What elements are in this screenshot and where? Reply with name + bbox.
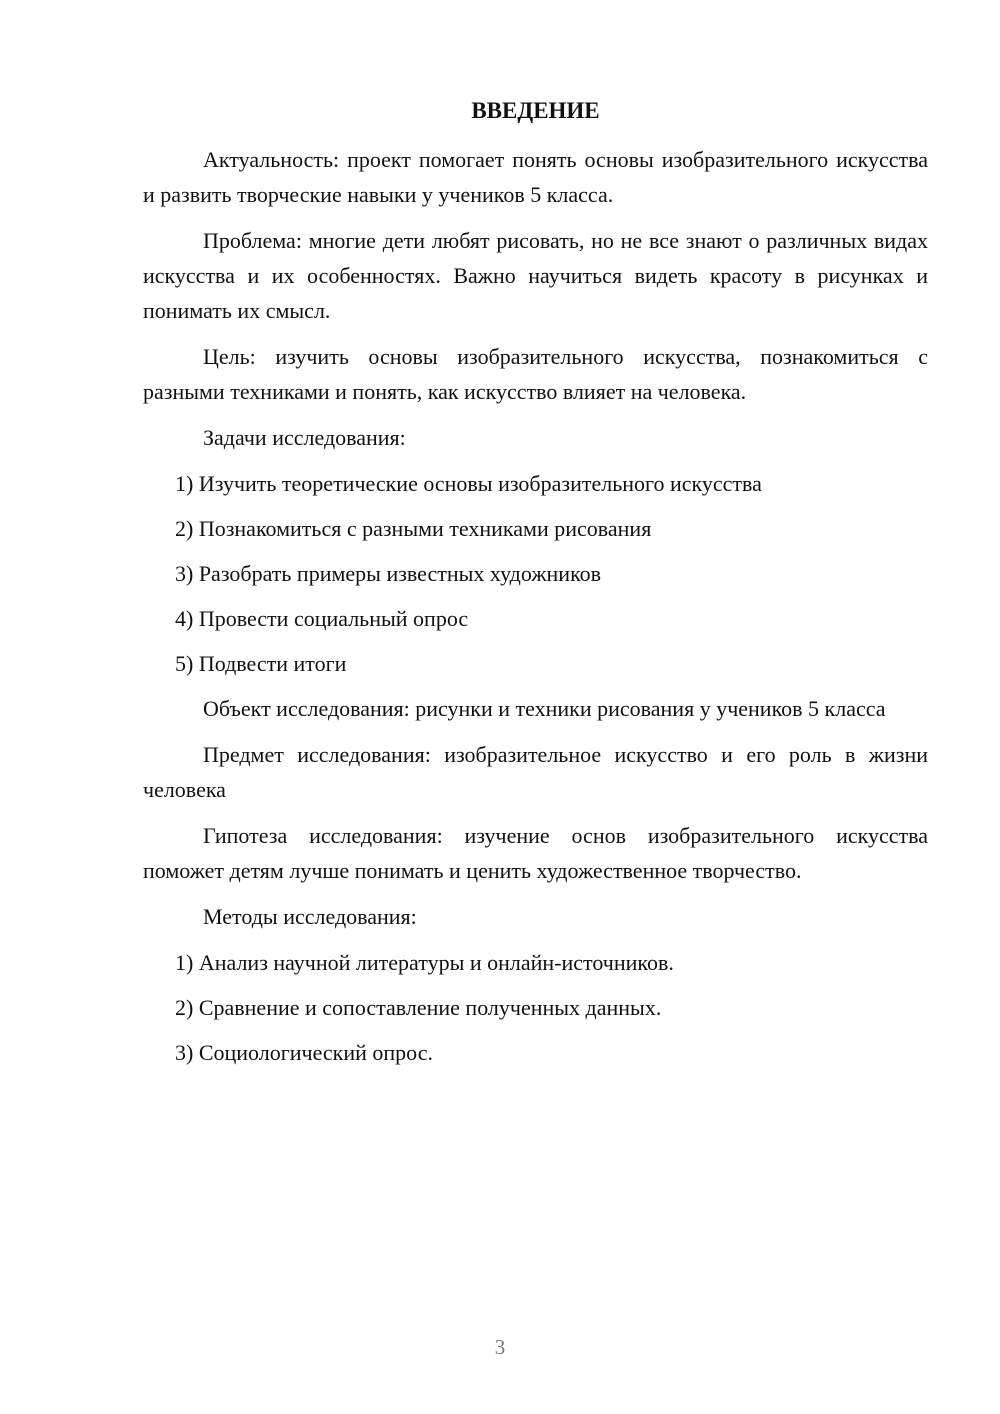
tasks-list bbox=[143, 466, 928, 681]
list-item: 3) Разобрать примеры известных художников bbox=[175, 561, 602, 586]
list-item: 2) Сравнение и сопоставление полученных данных. bbox=[175, 995, 662, 1020]
list-item: 5) Подвести итоги bbox=[175, 651, 347, 676]
methods-list bbox=[143, 945, 928, 1070]
list-item: 1) Изучить теоретические основы изобразительного искусства bbox=[175, 471, 762, 496]
page-title: ВВЕДЕНИЕ bbox=[471, 98, 600, 123]
hypothesis-paragraph: Гипотеза исследования: изучение основ изобразительного искусства поможет детям лучше понимать и ценить художественное творчество. bbox=[143, 823, 928, 883]
list-item: 4) Провести социальный опрос bbox=[175, 606, 469, 631]
list-item: 1) Анализ научной литературы и онлайн-источников. bbox=[175, 950, 674, 975]
goal-paragraph: Цель: изучить основы изобразительного искусства, познакомиться с разными техниками и понять, как искусство влияет на человека. bbox=[143, 344, 928, 404]
problem-paragraph: Проблема: многие дети любят рисовать, но не все знают о различных видах искусства и их особенностях. Важно научиться видеть красоту в рисунках и понимать их смысл. bbox=[143, 228, 928, 323]
relevance-paragraph: Актуальность: проект помогает понять основы изобразительного искусства и развить творческие навыки у учеников 5 класса. bbox=[143, 147, 928, 207]
list-item: 2) Познакомиться с разными техниками рисования bbox=[175, 516, 652, 541]
tasks-heading: Задачи исследования: bbox=[203, 425, 406, 450]
methods-heading: Методы исследования: bbox=[203, 904, 417, 929]
object-paragraph: Объект исследования: рисунки и техники рисования у учеников 5 класса bbox=[203, 696, 886, 721]
page-number: 3 bbox=[494, 1335, 506, 1359]
list-item: 3) Социологический опрос. bbox=[175, 1040, 433, 1065]
subject-paragraph: Предмет исследования: изобразительное искусство и его роль в жизни человека bbox=[143, 742, 928, 802]
document-body bbox=[143, 142, 928, 1080]
